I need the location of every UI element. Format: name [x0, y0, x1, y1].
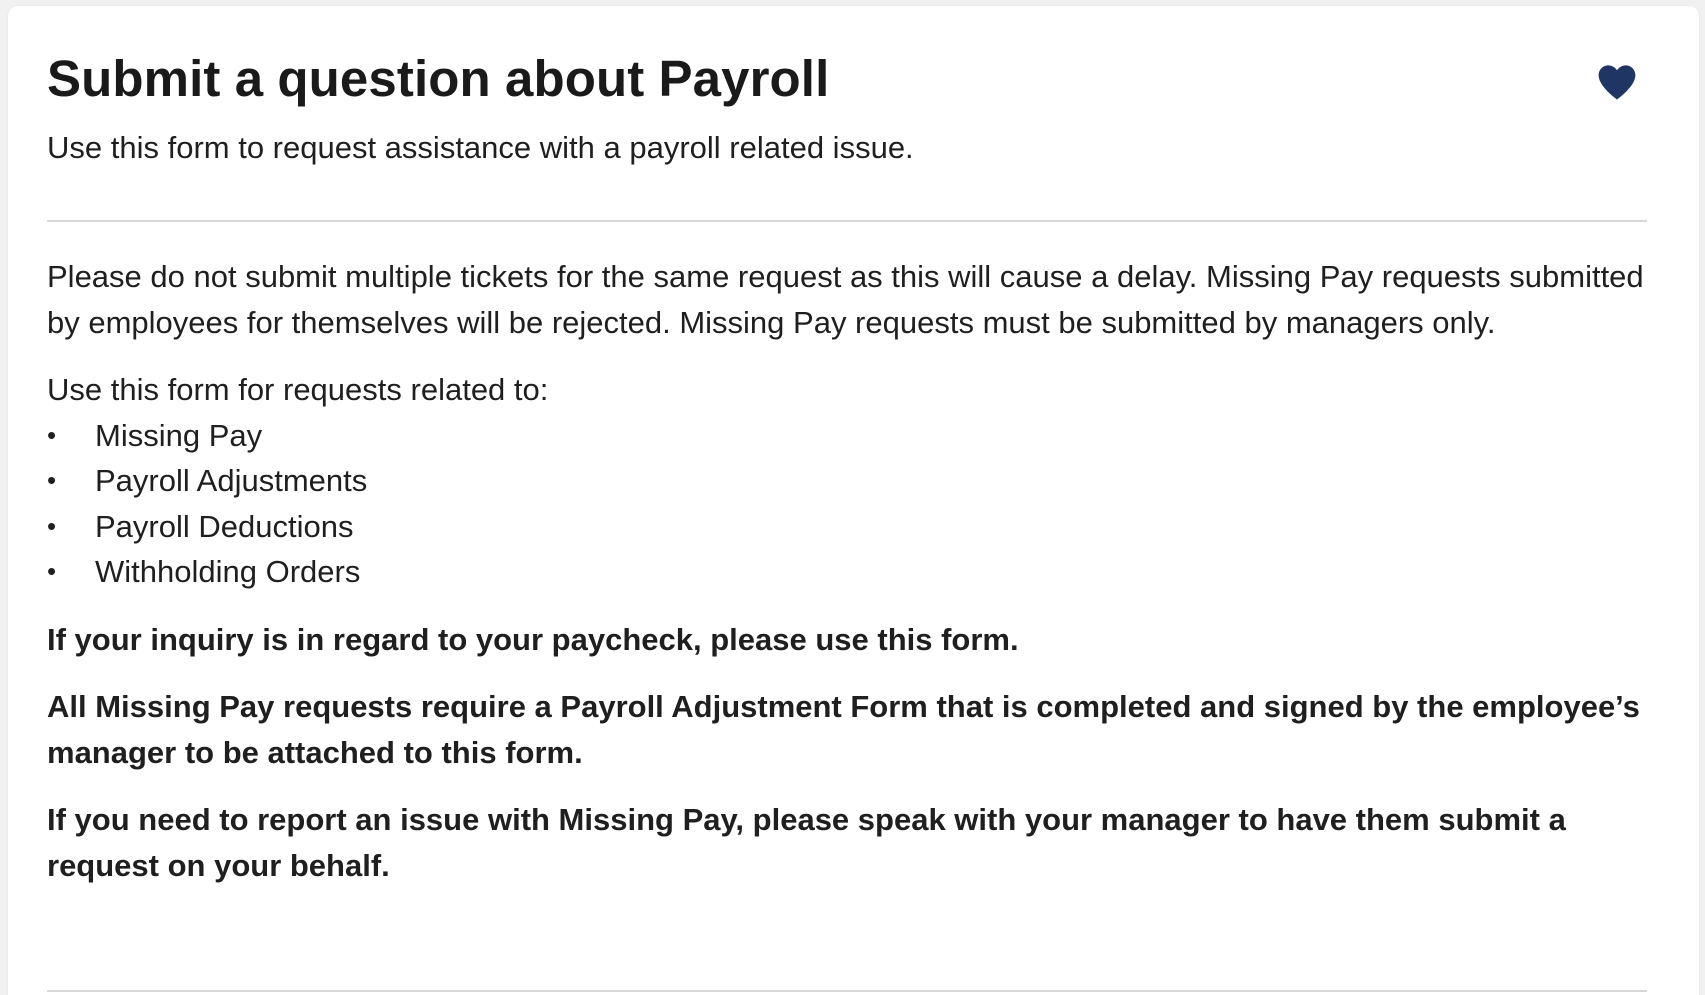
header-divider — [47, 220, 1647, 222]
form-header — [47, 48, 1647, 168]
list-item-label: Withholding Orders — [95, 554, 361, 589]
list-item — [47, 458, 1647, 504]
list-item-label: Payroll Deductions — [95, 508, 354, 544]
list-intro: Use this form for requests related to: — [47, 372, 549, 407]
adjustment-form-note: All Missing Pay requests require a Payroll Adjustment Form that is completed and signed by the employee’s manager to be attached to this form. — [47, 689, 1640, 770]
content-divider — [47, 990, 1647, 992]
list-item-label: Payroll Adjustments — [95, 463, 368, 498]
list-item — [47, 549, 1647, 595]
bullet-glyph: • — [47, 556, 57, 586]
form-description — [47, 254, 1647, 888]
page-title: Submit a question about Payroll — [47, 50, 830, 107]
list-item — [47, 504, 1647, 550]
manager-note: If you need to report an issue with Missing Pay, please speak with your manager to have them submit a request on your behalf. — [47, 802, 1566, 883]
paycheck-note: If your inquiry is in regard to your paycheck, please use this form. — [47, 621, 1019, 657]
request-type-list — [47, 413, 1647, 595]
page-subtitle: Use this form to request assistance with a payroll related issue. — [47, 130, 914, 165]
heart-icon — [1596, 62, 1638, 102]
bullet-glyph: • — [47, 465, 57, 495]
list-item — [47, 413, 1647, 459]
favorite-button[interactable] — [1596, 62, 1638, 102]
bullet-glyph: • — [47, 419, 57, 450]
bullet-glyph: • — [47, 510, 57, 541]
list-item-label: Missing Pay — [95, 417, 263, 453]
warning-paragraph: Please do not submit multiple tickets for the same request as this will cause a delay. Missing Pay requests submitted by employees for themselves will be rejected. Missing Pay requests must be submitted by managers only. — [47, 259, 1644, 340]
